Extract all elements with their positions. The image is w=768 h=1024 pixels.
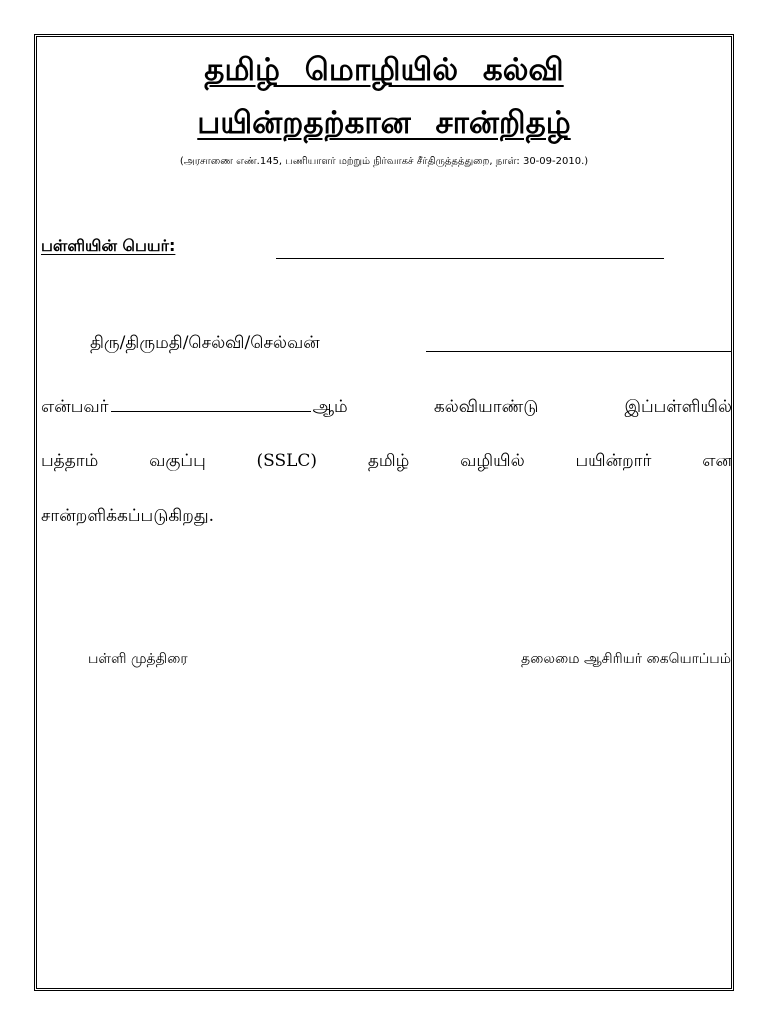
certificate-body-row-2 bbox=[41, 451, 732, 473]
body-word: வகுப்பு bbox=[149, 451, 206, 471]
body-word: வழியில் bbox=[460, 451, 525, 471]
body-word: கல்வியாண்டு bbox=[433, 397, 539, 417]
body-word: ஆம் bbox=[312, 397, 348, 417]
body-word: என bbox=[702, 451, 732, 471]
certificate-body-row-1 bbox=[41, 397, 732, 419]
academic-year-blank[interactable] bbox=[111, 397, 311, 412]
headmaster-signature-label: தலைமை ஆசிரியர் கையொப்பம் bbox=[521, 651, 731, 667]
student-name-blank[interactable] bbox=[426, 351, 732, 352]
school-name-blank[interactable] bbox=[276, 258, 664, 259]
school-seal-label: பள்ளி முத்திரை bbox=[88, 651, 188, 667]
government-order-reference: (அரசாணை எண்.145, பணியாளர் மற்றும் நிர்வாகச் சீர்திருத்தத்துறை, நாள்: 30-09-2010.) bbox=[179, 156, 589, 167]
body-word: என்பவர் bbox=[41, 397, 109, 417]
body-word: தமிழ் bbox=[367, 451, 410, 471]
school-name-label: பள்ளியின் பெயர்: bbox=[41, 236, 176, 255]
certificate-body-row-3: சான்றளிக்கப்படுகிறது. bbox=[41, 506, 215, 526]
body-word: பயின்றார் bbox=[575, 451, 652, 471]
body-word: (SSLC) bbox=[256, 451, 318, 471]
certificate-title-line-2: பயின்றதற்கான சான்றிதழ் bbox=[197, 105, 571, 141]
body-word: இப்பள்ளியில் bbox=[624, 397, 732, 417]
body-word: பத்தாம் bbox=[41, 451, 99, 471]
certificate-title-line-1: தமிழ் மொழியில் கல்வி bbox=[204, 52, 564, 88]
honorific-options: திரு/திருமதி/செல்வி/செல்வன் bbox=[90, 333, 320, 353]
student-academic-year-group bbox=[41, 397, 348, 419]
